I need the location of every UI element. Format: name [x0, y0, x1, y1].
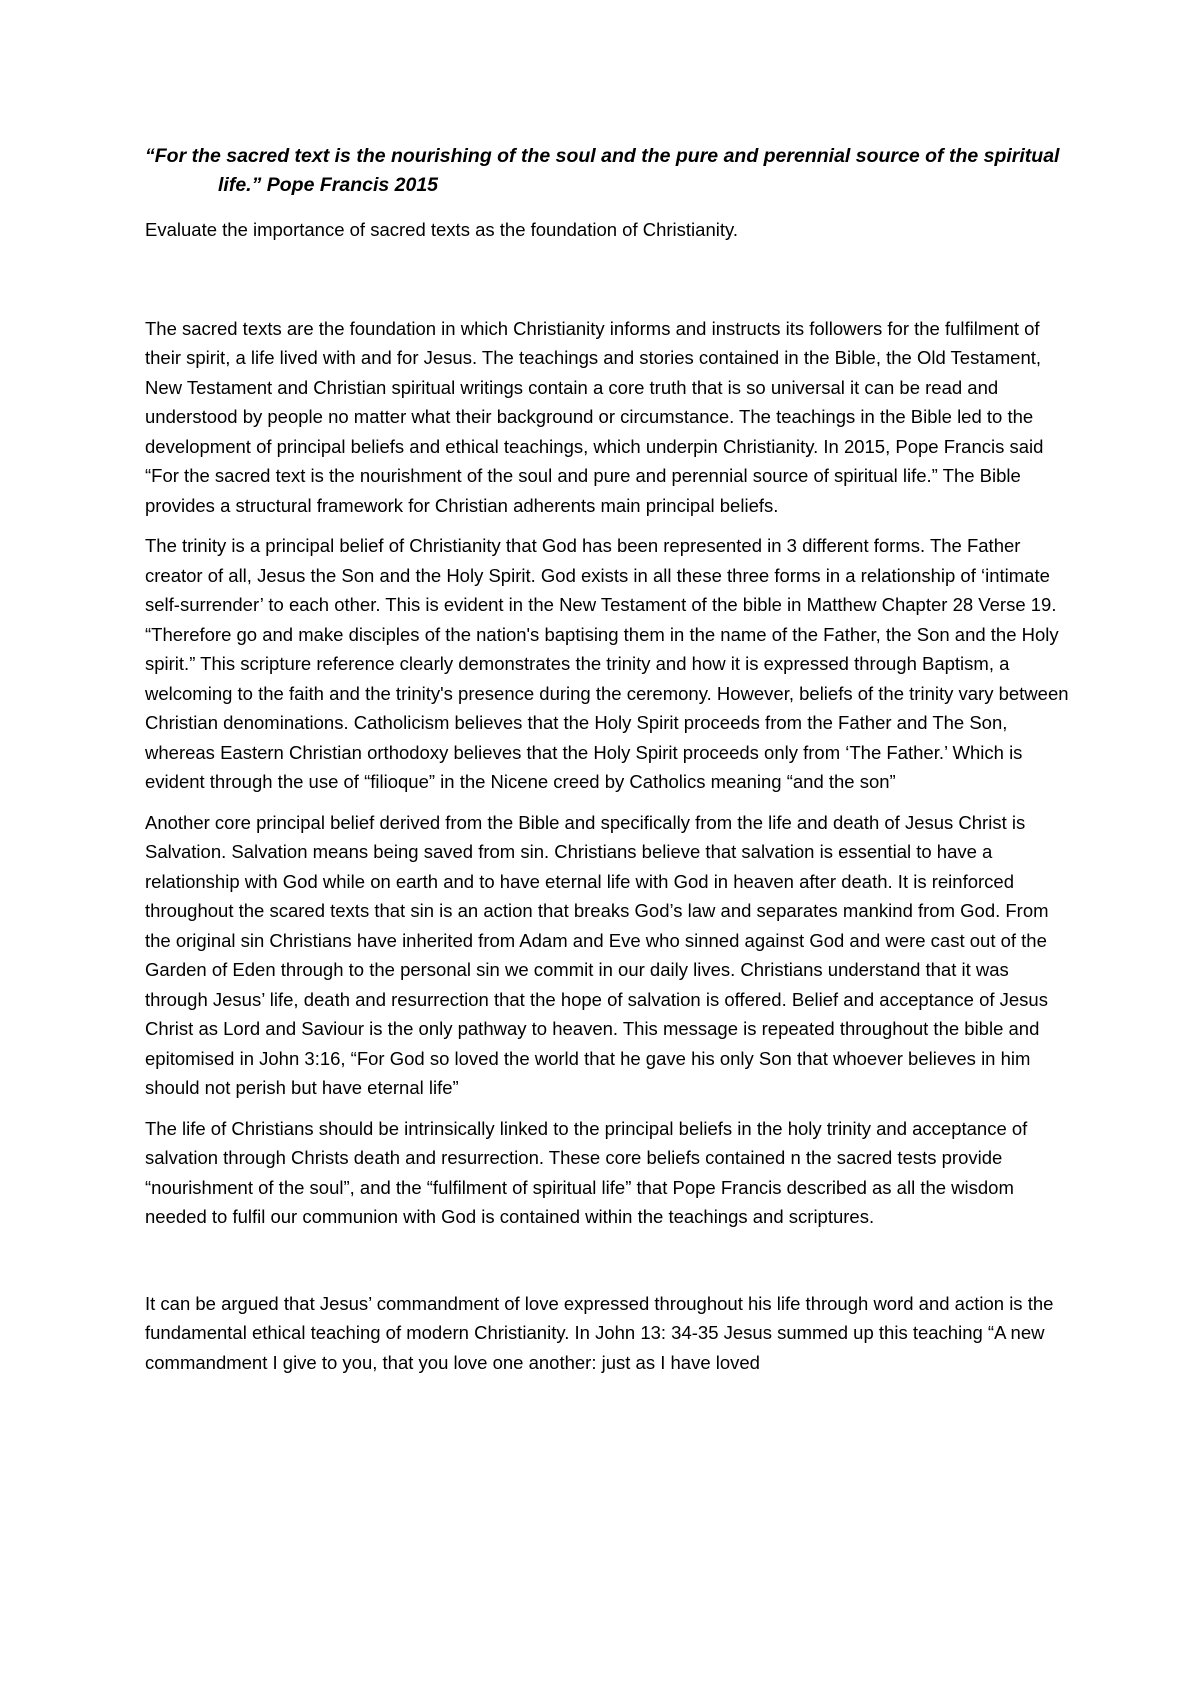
paragraph-christian-life: The life of Christians should be intrinsically linked to the principal beliefs in the holy trinity and acceptance of salvation through Christs death and resurrection. These core beliefs contained n the sacred tests provide “nourishment of the soul”, and the “fulfilment of spiritual life” that Pope Francis described as all the wisdom needed to fulfil our communion with God is contained within the teachings and scriptures. — [145, 1117, 1028, 1227]
epigraph-quote: “For the sacred text is the nourishing of the soul and the pure and perennial source of the spiritual life.” Pope Francis 2015 — [145, 145, 1060, 196]
document-body — [145, 142, 1070, 1388]
paragraph-commandment-of-love: It can be argued that Jesus’ commandment of love expressed throughout his life through word and action is the fundamental ethical teaching of modern Christianity. In John 13: 34-35 Jesus summed up this teaching “A new commandment I give to you, that you love one another: just as I have loved — [145, 1292, 1054, 1373]
paragraph-introduction: The sacred texts are the foundation in which Christianity informs and instructs its followers for the fulfilment of their spirit, a life lived with and for Jesus. The teachings and stories contained in the Bible, the Old Testament, New Testament and Christian spiritual writings contain a core truth that is so universal it can be read and understood by people no matter what their background or circumstance. The teachings in the Bible led to the development of principal beliefs and ethical teachings, which underpin Christianity. In 2015, Pope Francis said “For the sacred text is the nourishment of the soul and pure and perennial source of spiritual life.” The Bible provides a structural framework for Christian adherents main principal beliefs. — [145, 317, 1044, 516]
paragraph-salvation: Another core principal belief derived from the Bible and specifically from the life and death of Jesus Christ is Salvation. Salvation means being saved from sin. Christians believe that salvation is essential to have a relationship with God while on earth and to have eternal life with God in heaven after death. It is reinforced throughout the scared texts that sin is an action that breaks God’s law and separates mankind from God. From the original sin Christians have inherited from Adam and Eve who sinned against God and were cast out of the Garden of Eden through to the personal sin we commit in our daily lives. Christians understand that it was through Jesus’ life, death and resurrection that the hope of salvation is offered. Belief and acceptance of Jesus Christ as Lord and Saviour is the only pathway to heaven. This message is repeated throughout the bible and epitomised in John 3:16, “For God so loved the world that he gave his only Son that whoever believes in him should not perish but have eternal life” — [145, 811, 1049, 1098]
paragraph-trinity: The trinity is a principal belief of Christianity that God has been represented in 3 different forms. The Father creator of all, Jesus the Son and the Holy Spirit. God exists in all these three forms in a relationship of ‘intimate self-surrender’ to each other. This is evident in the New Testament of the bible in Matthew Chapter 28 Verse 19. “Therefore go and make disciples of the nation's baptising them in the name of the Father, the Son and the Holy spirit.” This scripture reference clearly demonstrates the trinity and how it is expressed through Baptism, a welcoming to the faith and the trinity's presence during the ceremony. However, beliefs of the trinity vary between Christian denominations. Catholicism believes that the Holy Spirit proceeds from the Father and The Son, whereas Eastern Christian orthodoxy believes that the Holy Spirit proceeds only from ‘The Father.’ Which is evident through the use of “filioque” in the Nicene creed by Catholics meaning “and the son” — [145, 535, 1069, 792]
essay-question: Evaluate the importance of sacred texts as the foundation of Christianity. — [145, 219, 739, 240]
